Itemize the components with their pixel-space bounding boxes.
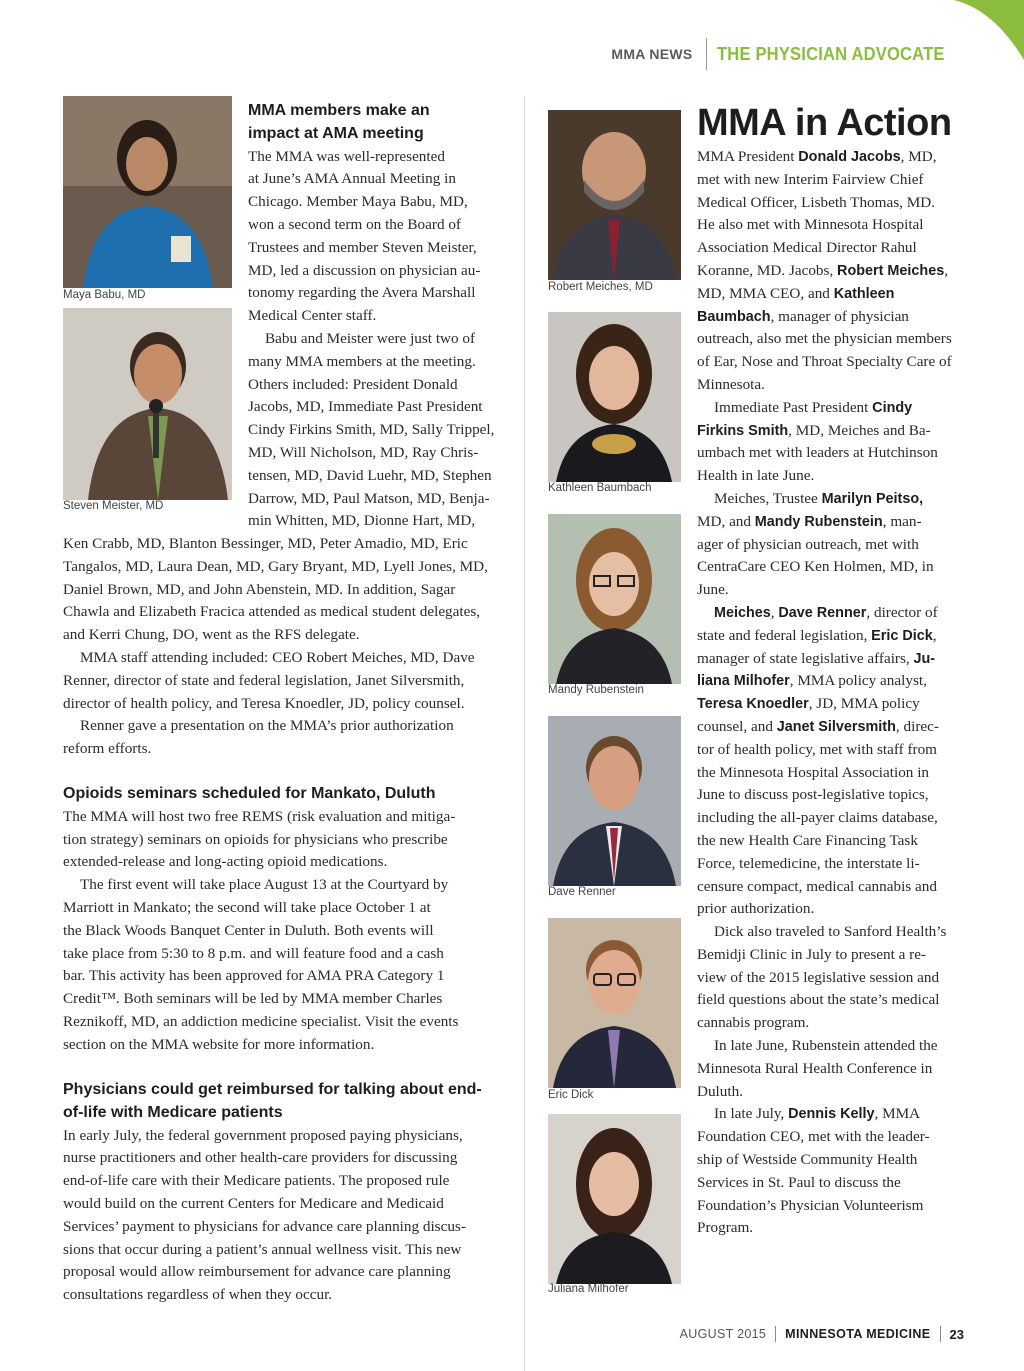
text-segment: June to discuss post-legislative topics, [697, 786, 929, 804]
text-segment: Force, telemedicine, the interstate li- [697, 854, 920, 872]
text-line [697, 1149, 965, 1172]
text-line: Trustees and member Steven Meister, [248, 238, 477, 256]
text-line [697, 146, 965, 169]
text-line: The first event will take place August 13 at the Courtyard by [80, 876, 449, 894]
text-line: Renner gave a presentation on the MMA’s prior authorization [80, 717, 454, 735]
portrait-woman-glasses-icon [548, 514, 681, 684]
text-segment: In late June, Rubenstein attended the [714, 1037, 938, 1055]
text-line [697, 214, 965, 237]
text-segment: met with new Interim Fairview Chief [697, 170, 924, 188]
text-line: tensen, MD, David Luehr, MD, Stephen [248, 466, 492, 484]
text-segment: Koranne, MD. Jacobs, [697, 261, 838, 279]
text-segment: Minnesota Rural Health Conference in [697, 1059, 933, 1077]
bold-name: Dennis Kelly [788, 1106, 875, 1123]
text-segment: of Ear, Nose and Throat Specialty Care of [697, 353, 952, 371]
bold-name: Marilyn Peitso, [821, 490, 924, 507]
page-header [611, 38, 964, 70]
text-line: and Kerri Chung, DO, went as the RFS delegate. [63, 626, 360, 644]
text-segment: Bemidji Clinic in July to present a re- [697, 945, 927, 963]
text-line: nurse practitioners and other health-care providers for discussing [63, 1149, 458, 1167]
article-title: MMA members make an [248, 102, 430, 119]
text-segment: , direc- [895, 717, 939, 735]
issue-date: AUGUST 2015 [679, 1327, 767, 1341]
text-line [697, 739, 965, 762]
text-segment: Foundation CEO, met with the leader- [697, 1128, 930, 1146]
text-line: extended-release and long-acting opioid medications. [63, 853, 388, 871]
magazine-name: MINNESOTA MEDICINE [785, 1327, 931, 1341]
text-segment: censure compact, medical cannabis and [697, 877, 937, 895]
text-segment: manager of state legislative affairs, [697, 649, 914, 667]
text-segment: Duluth. [697, 1082, 743, 1100]
text-line: reform efforts. [63, 740, 152, 758]
photo-caption: Steven Meister, MD [63, 500, 164, 512]
text-line: min Whitten, MD, Dionne Hart, MD, [248, 512, 476, 530]
bold-name: Mandy Rubenstein [754, 513, 883, 530]
text-line [697, 944, 965, 967]
text-line [697, 397, 965, 420]
text-line: Cindy Firkins Smith, MD, Sally Trippel, [248, 421, 495, 439]
text-line: In early July, the federal government proposed paying physicians, [63, 1126, 463, 1144]
text-line [697, 784, 965, 807]
text-segment: Services in St. Paul to discuss the [697, 1173, 901, 1191]
text-line [697, 1103, 965, 1126]
text-line: Credit™. Both seminars will be led by MMA member Charles [63, 990, 443, 1008]
bold-name: Firkins Smith [697, 422, 789, 439]
text-line [697, 374, 965, 397]
text-segment: state and federal legislation, [697, 626, 872, 644]
text-line: take place from 5:30 to 8 p.m. and will feature food and a cash [63, 944, 444, 962]
text-line [697, 306, 965, 329]
text-line [697, 1012, 965, 1035]
text-line [697, 511, 965, 534]
text-line [697, 807, 965, 830]
text-line [697, 830, 965, 853]
text-line [697, 670, 965, 693]
publication-title: THE PHYSICIAN ADVOCATE [716, 43, 945, 64]
text-segment: the Minnesota Hospital Association in [697, 763, 930, 781]
text-line: Renner, director of state and federal legislation, Janet Silversmith, [63, 671, 465, 689]
text-segment: Meiches, Trustee [714, 489, 822, 507]
text-line: section on the MMA website for more information. [63, 1035, 375, 1053]
text-line [697, 1195, 965, 1218]
article-title: Opioids seminars scheduled for Mankato, Duluth [63, 785, 436, 802]
footer-divider [775, 1326, 776, 1342]
text-segment: CentraCare CEO Ken Holmen, MD, in [697, 558, 934, 576]
text-line: The MMA will host two free REMS (risk evaluation and mitiga- [63, 807, 456, 825]
text-segment: Program. [697, 1219, 754, 1237]
text-line: Babu and Meister were just two of [265, 329, 476, 347]
text-line: tonomy regarding the Avera Marshall [248, 284, 476, 302]
text-segment: ship of Westside Community Health [697, 1151, 918, 1169]
text-segment: , MMA policy analyst, [789, 672, 927, 690]
text-line: The MMA was well-represented [248, 147, 445, 165]
text-line [697, 465, 965, 488]
text-segment: Health in late June. [697, 467, 815, 485]
text-segment: tor of health policy, met with staff from [697, 740, 937, 758]
article-title: Physicians could get reimbursed for talking about end- [63, 1081, 482, 1098]
text-line: won a second term on the Board of [248, 215, 461, 233]
bold-name: Meiches [714, 604, 771, 621]
photo-caption: Mandy Rubenstein [548, 684, 644, 696]
text-segment: , MD, Meiches and Ba- [788, 421, 931, 439]
text-segment: , [932, 626, 937, 644]
bold-name: Donald Jacobs [798, 149, 901, 165]
bold-name: liana Milhofer [697, 673, 790, 690]
photo-caption: Juliana Milhofer [548, 1283, 629, 1295]
text-segment: view of the 2015 legislative session and [697, 968, 940, 986]
text-line: Darrow, MD, Paul Matson, MD, Benja- [248, 489, 490, 507]
text-line: Medical Center staff. [248, 307, 377, 325]
text-line [697, 602, 965, 625]
text-line [697, 1172, 965, 1195]
text-segment: June. [697, 581, 729, 599]
article-ama-meeting-continued [63, 533, 503, 761]
text-line [697, 442, 965, 465]
portrait-woman-dark-hair-icon [548, 312, 681, 482]
text-segment: MD, and [697, 512, 755, 530]
portrait-man-glasses-icon [548, 918, 681, 1088]
text-line: the Black Woods Banquet Center in Duluth. Both events will [63, 921, 434, 939]
page-number: 23 [949, 1326, 964, 1342]
bold-name: Teresa Knoedler [697, 696, 809, 713]
section-title: MMA in Action [697, 102, 952, 144]
text-line: many MMA members at the meeting. [248, 352, 476, 370]
text-line: Marriott in Mankato; the second will take place October 1 at [63, 898, 431, 916]
photo-caption: Eric Dick [548, 1089, 594, 1101]
text-line [697, 1035, 965, 1058]
text-segment: , [770, 603, 779, 621]
text-line [697, 534, 965, 557]
text-segment: outreach, also met the physician members [697, 330, 952, 348]
text-line: proposal would allow reimbursement for advance care planning [63, 1263, 451, 1281]
text-segment: , MMA [874, 1105, 921, 1123]
corner-accent-shape [954, 0, 1024, 60]
portrait-man-suit-icon [548, 716, 681, 886]
text-segment: Association Medical Director Rahul [697, 239, 917, 257]
text-line [697, 328, 965, 351]
text-line [697, 989, 965, 1012]
bold-name: Dave Renner [778, 604, 867, 621]
text-line: Services’ payment to physicians for advance care planning discus- [63, 1217, 466, 1235]
photo-caption: Maya Babu, MD [63, 289, 146, 301]
text-line [697, 283, 965, 306]
text-line [697, 762, 965, 785]
text-line: Reznikoff, MD, an addiction medicine specialist. Visit the events [63, 1012, 459, 1030]
article-title: of-life with Medicare patients [63, 1103, 283, 1121]
text-segment: Medical Officer, Lisbeth Thomas, MD. [697, 193, 935, 211]
text-line [697, 876, 965, 899]
text-segment: He also met with Minnesota Hospital [697, 216, 924, 234]
text-line: Jacobs, MD, Immediate Past President [248, 398, 483, 416]
photo-caption: Dave Renner [548, 886, 616, 898]
text-line: would build on the current Centers for Medicare and Medicaid [63, 1194, 444, 1212]
text-segment: MD, MMA CEO, and [697, 284, 834, 302]
portrait-woman-brunette-icon [548, 1114, 681, 1284]
text-line [697, 556, 965, 579]
text-line [697, 420, 965, 443]
text-segment: Minnesota. [697, 375, 765, 393]
text-line [697, 260, 965, 283]
text-segment: field questions about the state’s medical [697, 991, 940, 1009]
text-line [697, 192, 965, 215]
text-line [697, 237, 965, 260]
text-segment: including the all-payer claims database, [697, 809, 938, 827]
text-line: tion strategy) seminars on opioids for physicians who prescribe [63, 830, 448, 848]
article-opioids-seminars [63, 783, 503, 1057]
text-segment: MMA President [697, 148, 799, 165]
text-line: sions that occur during a patient’s annual wellness visit. This new [63, 1240, 462, 1258]
footer-divider [940, 1326, 941, 1342]
article-title: impact at AMA meeting [248, 124, 424, 142]
text-segment: , [944, 261, 949, 279]
text-line: Ken Crabb, MD, Blanton Bessinger, MD, Peter Amadio, MD, Eric [63, 535, 468, 552]
photo-caption: Robert Meiches, MD [548, 281, 653, 293]
text-segment: Dick also traveled to Sanford Health’s [714, 923, 947, 941]
text-line: at June’s AMA Annual Meeting in [248, 170, 456, 188]
text-line: Daniel Brown, MD, and John Abenstein, MD. In addition, Sagar [63, 580, 456, 598]
mma-in-action-body [697, 146, 965, 1240]
text-line [697, 853, 965, 876]
text-line: director of health policy, and Teresa Knoedler, JD, policy counsel. [63, 694, 465, 712]
text-segment: , MD, [900, 148, 937, 165]
text-segment: , director of [866, 603, 938, 621]
article-ama-meeting-intro [248, 100, 498, 533]
text-line [697, 716, 965, 739]
bold-name: Ju- [913, 650, 936, 667]
column-divider [524, 96, 525, 1371]
bold-name: Cindy [872, 399, 913, 416]
text-line [697, 351, 965, 374]
section-label: MMA NEWS [611, 46, 693, 62]
text-line: MMA staff attending included: CEO Robert Meiches, MD, Dave [80, 648, 475, 666]
text-line [697, 898, 965, 921]
bold-name: Janet Silversmith [776, 718, 896, 735]
text-segment: the new Health Care Financing Task [697, 831, 918, 849]
text-line: bar. This activity has been approved for AMA PRA Category 1 [63, 967, 445, 985]
text-segment: Immediate Past President [714, 398, 873, 416]
text-line: MD, led a discussion on physician au- [248, 261, 481, 279]
text-line [697, 579, 965, 602]
text-line [697, 1058, 965, 1081]
text-line [697, 693, 965, 716]
article-end-of-life [63, 1079, 503, 1307]
portrait-man-beard-icon [548, 110, 681, 280]
text-line [697, 921, 965, 944]
text-line [697, 488, 965, 511]
text-line: Others included: President Donald [248, 375, 458, 393]
text-segment: , JD, MMA policy [808, 695, 920, 713]
text-line [697, 1126, 965, 1149]
text-segment: , manager of physician [770, 307, 909, 325]
text-segment: counsel, and [697, 717, 777, 735]
text-segment: ager of physician outreach, met with [697, 535, 919, 553]
text-segment: cannabis program. [697, 1014, 810, 1032]
text-segment: Foundation’s Physician Volunteerism [697, 1196, 924, 1214]
text-line [697, 169, 965, 192]
text-line: Chawla and Elizabeth Fracica attended as medical student delegates, [63, 603, 481, 621]
photo-caption: Kathleen Baumbach [548, 482, 652, 494]
bold-name: Baumbach [697, 308, 771, 325]
text-line [697, 1217, 965, 1240]
text-segment: In late July, [714, 1105, 789, 1123]
text-line: MD, Will Nicholson, MD, Ray Chris- [248, 443, 479, 461]
page-footer [680, 1325, 964, 1343]
text-line [697, 625, 965, 648]
text-line: Tangalos, MD, Laura Dean, MD, Gary Bryant, MD, Lyell Jones, MD, [63, 557, 488, 575]
text-line [697, 648, 965, 671]
text-line: consultations regardless of when they occur. [63, 1286, 333, 1304]
text-line [697, 967, 965, 990]
bold-name: Eric Dick [871, 627, 933, 644]
text-line: end-of-life care with their Medicare patients. The proposed rule [63, 1172, 450, 1190]
text-line [697, 1081, 965, 1104]
bold-name: Robert Meiches [837, 262, 945, 279]
text-segment: prior authorization. [697, 900, 815, 918]
text-segment: , man- [882, 512, 922, 530]
portrait-man-speaking-icon [63, 308, 232, 500]
text-line: Chicago. Member Maya Babu, MD, [248, 193, 468, 211]
header-divider [706, 38, 707, 70]
text-segment: umbach met with leaders at Hutchinson [697, 444, 938, 462]
bold-name: Kathleen [833, 285, 895, 302]
portrait-woman-blue-suit-icon [63, 96, 232, 288]
